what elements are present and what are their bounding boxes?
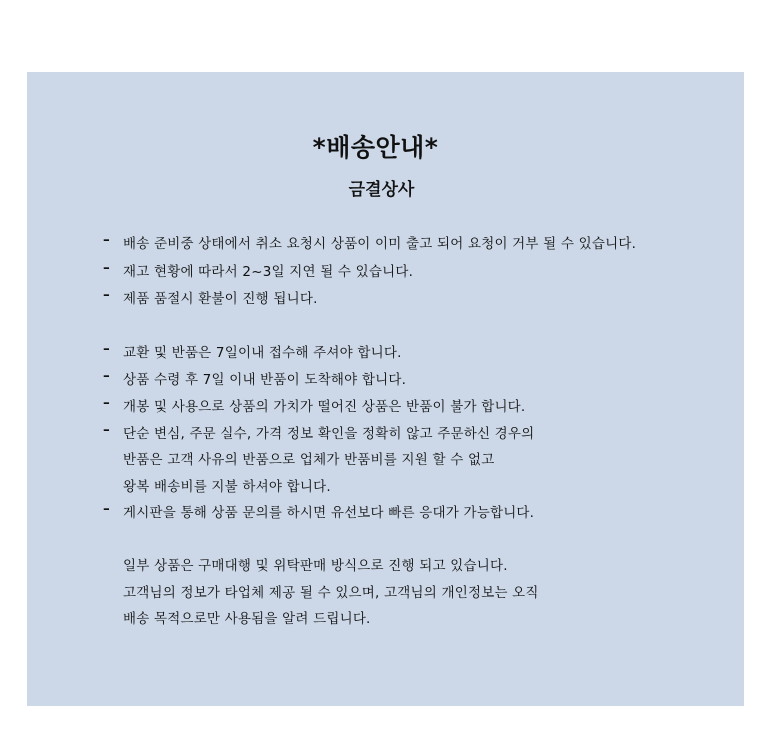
return-item: 교환 및 반품은 7일이내 접수해 주셔야 합니다. [123,345,402,361]
bullet-mark: – [103,368,110,384]
bullet-mark: – [103,260,110,276]
closing-line: 일부 상품은 구매대행 및 위탁판매 방식으로 진행 되고 있습니다. [123,558,508,574]
bullet-mark: – [103,395,110,411]
return-cost-line: 왕복 배송비를 지불 하셔야 합니다. [123,479,331,495]
return-item: 상품 수령 후 7일 이내 반품이 도착해야 합니다. [123,372,407,388]
notice-title: *배송안내* [312,133,439,162]
bullet-mark: – [103,341,110,357]
bullet-mark: – [103,232,110,248]
shipping-item: 제품 품절시 환불이 진행 됩니다. [123,291,318,307]
notice-subtitle: 금결상사 [348,180,415,200]
closing-line: 고객님의 정보가 타업체 제공 될 수 있으며, 고객님의 개인정보는 오직 [123,585,539,601]
return-item: 개봉 및 사용으로 상품의 가치가 떨어진 상품은 반품이 불가 합니다. [123,399,526,415]
return-cost-line: 단순 변심, 주문 실수, 가격 정보 확인을 정확히 않고 주문하신 경우의 [123,426,535,442]
shipping-item: 배송 준비중 상태에서 취소 요청시 상품이 이미 출고 되어 요청이 거부 될 수 있습니다. [123,236,637,252]
closing-line: 배송 목적으로만 사용됨을 알려 드립니다. [123,611,371,627]
bullet-mark: – [103,501,110,517]
return-cost-line: 반품은 고객 사유의 반품으로 업체가 반품비를 지원 할 수 없고 [123,452,495,468]
shipping-notice-panel [27,72,744,706]
shipping-item: 재고 현황에 따라서 2~3일 지연 될 수 있습니다. [123,264,414,280]
bullet-mark: – [103,287,110,303]
board-item: 게시판을 통해 상품 문의를 하시면 유선보다 빠른 응대가 가능합니다. [123,505,535,521]
bullet-mark: – [103,422,110,438]
